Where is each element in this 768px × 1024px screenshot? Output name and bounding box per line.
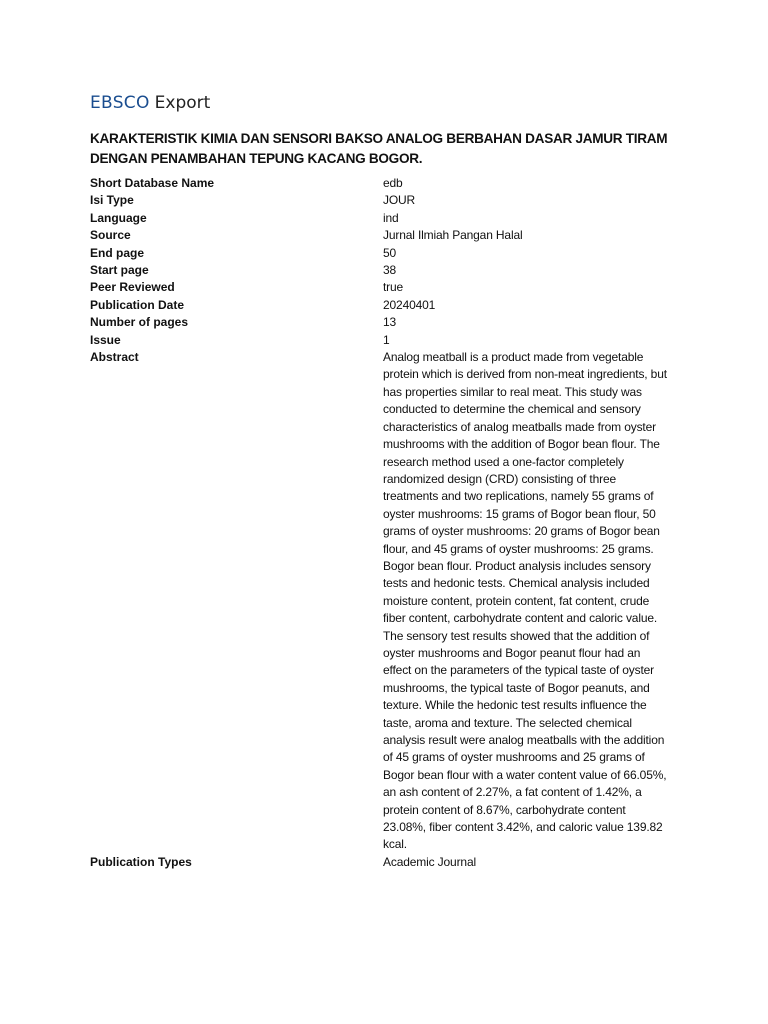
field-value: ind bbox=[383, 210, 399, 225]
field-row-abstract bbox=[90, 349, 668, 854]
field-row-end-page bbox=[90, 245, 668, 262]
field-row-source bbox=[90, 227, 668, 244]
field-value: Academic Journal bbox=[383, 854, 476, 869]
field-label: Abstract bbox=[90, 350, 139, 365]
logo-suffix: Export bbox=[154, 93, 211, 113]
field-row-publication-types bbox=[90, 854, 668, 871]
field-row-start-page bbox=[90, 262, 668, 279]
field-value: 1 bbox=[383, 332, 390, 347]
field-label: End page bbox=[90, 245, 145, 260]
field-row-isi-type bbox=[90, 192, 668, 209]
field-value: edb bbox=[383, 176, 403, 190]
field-label: Publication Types bbox=[90, 854, 192, 869]
field-value: true bbox=[383, 280, 404, 295]
field-label: Isi Type bbox=[90, 193, 134, 208]
record-title: KARAKTERISTIK KIMIA DAN SENSORI BAKSO ANALOG BERBAHAN DASAR JAMUR TIRAM DENGAN PENAMBAHAN TEPUNG KACANG BOGOR. bbox=[90, 131, 668, 166]
field-label: Source bbox=[90, 228, 131, 243]
field-row-publication-date bbox=[90, 297, 668, 314]
field-row-short-database-name bbox=[90, 175, 668, 192]
field-value: Jurnal Ilmiah Pangan Halal bbox=[383, 228, 523, 243]
field-label: Peer Reviewed bbox=[90, 280, 175, 295]
field-row-issue bbox=[90, 332, 668, 349]
field-label: Publication Date bbox=[90, 297, 185, 312]
field-label: Number of pages bbox=[90, 315, 189, 330]
ebsco-export-logo bbox=[90, 92, 690, 114]
field-label: Start page bbox=[90, 263, 149, 278]
field-value: 20240401 bbox=[383, 297, 436, 312]
field-label: Short Database Name bbox=[90, 176, 215, 190]
field-label: Issue bbox=[90, 332, 121, 347]
field-value: 50 bbox=[383, 245, 397, 260]
field-value: 13 bbox=[383, 315, 397, 330]
record-metadata-table bbox=[90, 175, 668, 871]
field-label: Language bbox=[90, 210, 147, 225]
field-value: 38 bbox=[383, 263, 397, 278]
logo-brand: EBSCO bbox=[90, 93, 150, 113]
field-row-peer-reviewed bbox=[90, 279, 668, 296]
field-row-language bbox=[90, 210, 668, 227]
field-row-number-of-pages bbox=[90, 314, 668, 331]
field-value: JOUR bbox=[383, 193, 416, 208]
export-document bbox=[90, 92, 690, 871]
abstract-text: Analog meatball is a product made from vegetable protein which is derived from non-meat ingredients, but has properties similar to real meat. This study was conducted to determine the chemical and sensory characteristics of analog meatballs made from oyster mushrooms with the addition of Bogor bean flour. The research method used a one-factor completely randomized design (CRD) consisting of three treatments and two replications, namely 55 grams of oyster mushrooms: 15 grams of Bogor bean flour, 50 grams of oyster mushrooms: 20 grams of Bogor bean flour, and 45 grams of oyster mushrooms: 25 grams. Bogor bean flour. Product analysis includes sensory tests and hedonic tests. Chemical analysis included moisture content, protein content, fat content, crude fiber content, carbohydrate content and caloric value. The sensory test results showed that the addition of oyster mushrooms and Bogor peanut flour had an effect on the parameters of the typical taste of oyster mushrooms, the typical taste of Bogor peanuts, and texture. While the hedonic test results influence the taste, aroma and texture. The selected chemical analysis result were analog meatballs with the addition of 45 grams of oyster mushrooms and 25 grams of Bogor bean flour with a water content value of 66.05%, an ash content of 2.27%, a fat content of 1.42%, a protein content of 8.67%, carbohydrate content 23.08%, fiber content 3.42%, and caloric value 139.82 kcal. bbox=[383, 350, 667, 852]
